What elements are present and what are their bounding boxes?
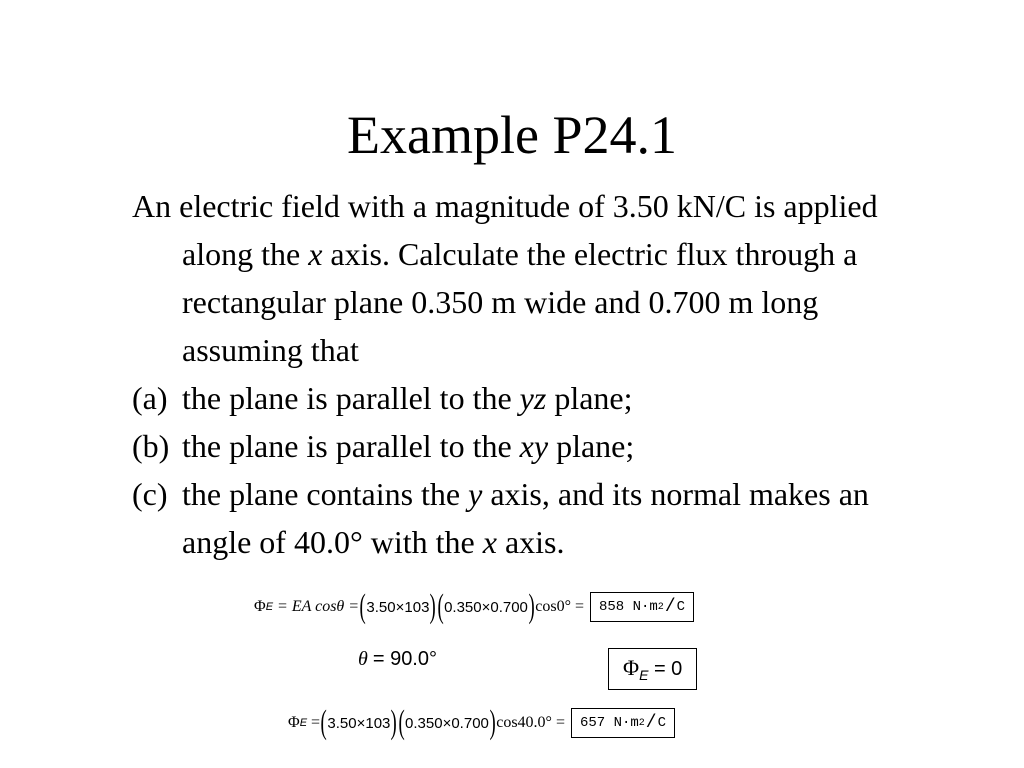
equation-flux-b <box>608 648 697 690</box>
result-box: $\Phi_E = 0$ <box>608 648 697 690</box>
equation-theta-b: θ = 90.0° <box>358 648 437 670</box>
equation-flux-c: Φ E = ( 3.50×10 3 ) ( 0.350×0.700 ) cos40.0° = 657 N·m 2 / C <box>288 706 675 740</box>
part-c: (c) the plane contains the y axis, and its normal makes an angle of 40.0° with the x axis. <box>132 470 932 566</box>
problem-intro: An electric field with a magnitude of 3.50 kN/C is applied along the x axis. Calculate the electric flux through a rectangular plane 0.350 m wide and 0.700 m long assuming that <box>132 188 878 368</box>
part-a: (a) the plane is parallel to the yz plane; <box>132 374 932 422</box>
slide-title: Example P24.1 <box>347 105 677 165</box>
part-label: (a) <box>132 380 168 416</box>
part-b: (b) the plane is parallel to the xy plane; <box>132 422 932 470</box>
problem-statement <box>132 182 932 566</box>
part-label: (c) <box>132 476 168 512</box>
result-box: 657 N·m 2 / C <box>571 708 675 738</box>
equation-flux-a: Φ E = EA cosθ = ( 3.50×10 3 ) ( 0.350×0.700 ) cos0° = 858 N·m 2 / C <box>254 590 694 624</box>
result-box: 858 N·m 2 / C <box>590 592 694 622</box>
part-label: (b) <box>132 428 170 464</box>
